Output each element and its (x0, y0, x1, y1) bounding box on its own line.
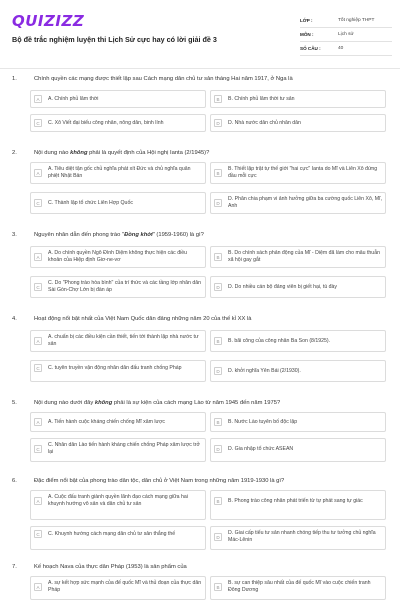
option-text: A. sự kết hợp sức mạnh của đế quốc Mĩ và thủ đoạn của thực dân Pháp (48, 580, 202, 593)
option-letter: A (34, 497, 42, 505)
option-c[interactable] (34, 530, 202, 538)
option-d[interactable] (214, 367, 382, 375)
document-header (0, 0, 400, 68)
question-3 (0, 232, 400, 316)
option-a[interactable] (34, 580, 202, 594)
option-letter: A (34, 253, 42, 261)
option-text: B. bãi công của công nhân Ba Son (8/1925). (228, 337, 331, 344)
meta-value: Lịch sử (338, 32, 354, 37)
question-number: 3. (12, 232, 17, 238)
meta-value: 40 (338, 46, 344, 51)
option-b[interactable] (214, 95, 384, 103)
option-letter: C (34, 283, 42, 291)
option-d[interactable] (214, 445, 382, 453)
question-number: 7. (12, 564, 17, 570)
option-a[interactable] (34, 494, 202, 508)
question-number: 4. (12, 316, 17, 322)
option-letter: A (34, 418, 42, 426)
option-text: C. Thành lập tổ chức Liên Hợp Quốc (48, 199, 133, 206)
option-b[interactable] (214, 250, 382, 264)
option-letter: C (34, 364, 42, 372)
question-text: Kế hoạch Nava của thực dân Pháp (1953) là sản phẩm của (34, 564, 187, 570)
option-c[interactable] (34, 280, 202, 294)
option-text: B. Thiết lập trật tự thế giới "hai cực" Ianta do Mĩ và Liên Xô đứng đầu mỗi cực (228, 166, 378, 179)
option-letter: A (34, 95, 42, 103)
option-text: D. Phân chia phạm vi ảnh hưởng giữa ba cường quốc Liên Xô, Mĩ, Anh (228, 196, 382, 209)
option-text: A. Tiến hành cuộc kháng chiến chống Mĩ xâm lược (48, 418, 166, 425)
quizizz-logo: QUIZIZZ (12, 12, 85, 30)
option-text: C. tuyên truyền vận động nhân dân đấu tranh chống Pháp (48, 364, 182, 371)
option-a[interactable] (34, 166, 202, 180)
option-d[interactable] (214, 196, 382, 210)
option-a[interactable] (34, 334, 202, 348)
option-a[interactable] (34, 250, 202, 264)
option-text: D. Gia nhập tổ chức ASEAN (228, 445, 294, 452)
option-c[interactable] (34, 442, 202, 456)
question-number: 2. (12, 150, 17, 156)
option-letter: C (34, 199, 42, 207)
option-d[interactable] (214, 530, 382, 544)
meta-label: LỚP : (300, 18, 313, 23)
question-text: Nội dung nào không phải là quyết định của Hội nghị Ianta (2/1945)? (34, 150, 210, 156)
question-text: Hoạt động nổi bật nhất của Việt Nam Quốc dân đảng những năm 20 của thế kỉ XX là (34, 316, 252, 322)
question-text: Chính quyền các mạng được thiết lập sau Cách mạng dân chủ tư sản tháng Hai năm 1917, ở Nga là (34, 76, 293, 82)
option-letter: D (214, 199, 222, 207)
option-text: B. Chính phủ lâm thời tư sản (228, 95, 295, 102)
option-letter: D (214, 283, 222, 291)
question-5 (0, 400, 400, 478)
option-letter: D (214, 445, 222, 453)
option-c[interactable] (34, 199, 202, 207)
option-text: D. Giai cấp tiểu tư sản nhanh chóng tiếp thu tư tưởng chủ nghĩa Mác-Lênin (228, 530, 376, 543)
meta-label: SỐ CÂU : (300, 46, 321, 51)
option-text: D. Do nhiều cán bộ đảng viên bị giết hại, tù đày (228, 283, 338, 290)
option-letter: B (214, 95, 222, 103)
option-letter: D (214, 533, 222, 541)
option-letter: B (214, 169, 222, 177)
option-text: A. Chính phủ lâm thời (48, 95, 99, 102)
option-letter: C (34, 445, 42, 453)
option-a[interactable] (34, 95, 204, 103)
option-text: A. Tiêu diệt tận gốc chủ nghĩa phát xít Đức và chủ nghĩa quân phiệt Nhật Bản (48, 166, 191, 179)
option-letter: B (214, 583, 222, 591)
option-letter: B (214, 253, 222, 261)
option-c[interactable] (34, 364, 202, 372)
option-b[interactable] (214, 337, 382, 345)
header-divider (0, 68, 400, 69)
option-text: A. Do chính quyền Ngô Đình Diệm không thực hiện các điều khoản của Hiệp định Giơ-ne-vơ (48, 250, 188, 263)
option-b[interactable] (214, 580, 382, 594)
option-b[interactable] (214, 497, 382, 505)
question-text: Nội dung nào dưới đây không phải là sự kiện của cách mạng Lào từ năm 1945 đến năm 1975? (34, 400, 281, 406)
option-text: B. Do chính sách phản động của Mĩ - Diệm đã làm cho mâu thuẫn xã hội gay gắt (228, 250, 380, 263)
meta-label: MÔN : (300, 32, 314, 37)
question-text: Nguyên nhân dẫn đến phong trào "Đồng khởi" (1959-1960) là gì? (34, 232, 204, 238)
option-box[interactable] (210, 490, 386, 520)
meta-value: Tốt nghiệp THPT (338, 18, 375, 23)
option-letter: A (34, 583, 42, 591)
meta-row-class (300, 14, 392, 28)
question-7 (0, 564, 400, 600)
question-2 (0, 150, 400, 232)
option-text: B. Nước Lào tuyên bố độc lập (228, 418, 298, 425)
option-text: D. khởi nghĩa Yên Bái (2/1930). (228, 367, 301, 374)
option-letter: A (34, 169, 42, 177)
option-letter: A (34, 337, 42, 345)
option-text: C. Nhân dân Lào tiến hành kháng chiến chống Pháp xâm lược trở lại (48, 442, 200, 455)
option-letter: B (214, 418, 222, 426)
option-text: A. chuẩn bị các điều kiện cần thiết, tiến tới thành lập nhà nước tư sản (48, 334, 199, 347)
question-number: 6. (12, 478, 17, 484)
option-letter: B (214, 497, 222, 505)
option-b[interactable] (214, 418, 382, 426)
option-text: C. Do "Phong trào hòa bình" của trí thức và các tầng lớp nhân dân Sài Gòn-Chợ Lớn bị đàn áp (48, 280, 202, 293)
meta-table (300, 14, 392, 56)
option-d[interactable] (214, 283, 382, 291)
option-a[interactable] (34, 418, 202, 426)
option-letter: C (34, 119, 42, 127)
option-text: C. Khuynh hướng cách mạng dân chủ tư sản thắng thế (48, 530, 176, 537)
question-1 (0, 76, 400, 150)
question-4 (0, 316, 400, 400)
option-text: D. Nhà nước dân chủ nhân dân (228, 119, 301, 126)
meta-row-count (300, 42, 392, 56)
meta-row-subject (300, 28, 392, 42)
question-6 (0, 478, 400, 566)
option-letter: B (214, 337, 222, 345)
option-letter: D (214, 119, 222, 127)
option-text: B. Phong trào công nhân phát triển từ tự phát sang tự giác (228, 497, 363, 504)
document-title: Bộ đề trắc nghiệm luyện thi Lịch Sử cực hay có lời giải đề 3 (12, 35, 217, 44)
option-b[interactable] (214, 166, 382, 180)
question-number: 5. (12, 400, 17, 406)
option-text: B. sự can thiệp sâu nhất của đế quốc Mĩ vào cuộc chiến tranh Đông Dương (228, 580, 371, 593)
option-d[interactable] (214, 119, 384, 127)
question-number: 1. (12, 76, 17, 82)
option-text: C. Xô Viết đại biểu công nhân, nông dân, binh lính (48, 119, 164, 126)
option-letter: D (214, 367, 222, 375)
question-text: Đặc điểm nổi bật của phong trào dân tộc, dân chủ ở Việt Nam trong những năm 1919-1930 là gì? (34, 478, 285, 484)
option-c[interactable] (34, 119, 204, 127)
option-text: A. Cuộc đấu tranh giành quyền lãnh đạo cách mạng giữa hai khuynh hướng vô sản và dân chủ tư sản (48, 494, 188, 507)
option-letter: C (34, 530, 42, 538)
